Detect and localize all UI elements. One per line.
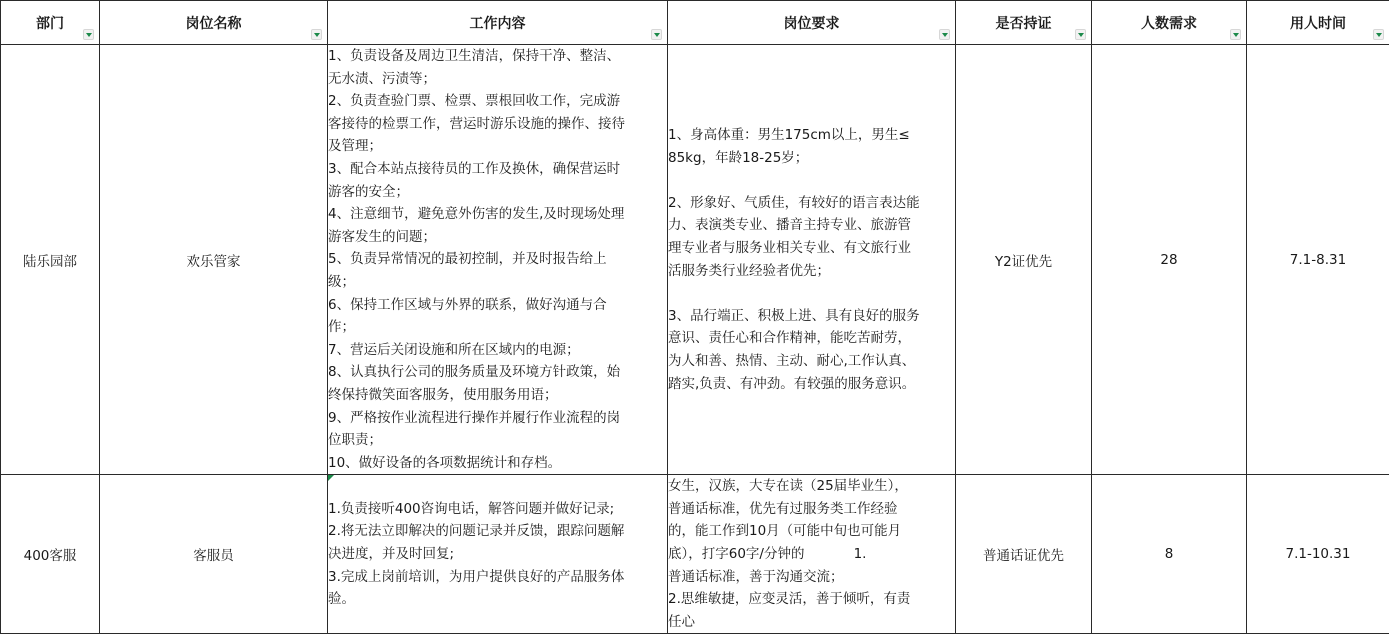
requirement-spacer — [668, 282, 955, 305]
requirements-cell[interactable] — [668, 45, 956, 475]
header-position — [100, 1, 328, 45]
header-headcount — [1092, 1, 1247, 45]
table-row — [1, 475, 1389, 634]
comment-marker-icon — [328, 475, 334, 481]
requirement-line: 理专业者与服务业相关专业、有文旅行业 — [668, 237, 955, 260]
requirement-line: 2、形象好、气质佳，有较好的语言表达能 — [668, 192, 955, 215]
period-cell[interactable]: 7.1-10.31 — [1247, 475, 1389, 634]
content-line: 级； — [328, 271, 667, 294]
content-line: 10、做好设备的各项数据统计和存档。 — [328, 452, 667, 475]
headcount-cell[interactable]: 8 — [1092, 475, 1247, 634]
header-row — [1, 1, 1389, 45]
requirement-line: 为人和善、热情、主动、耐心,工作认真、 — [668, 350, 955, 373]
position-cell[interactable]: 欢乐管家 — [100, 45, 328, 475]
content-line: 6、保持工作区域与外界的联系，做好沟通与合 — [328, 294, 667, 317]
header-label: 是否持证 — [996, 13, 1052, 33]
header-certificate — [956, 1, 1092, 45]
filter-dropdown-icon[interactable] — [1230, 29, 1241, 40]
content-line: 4、注意细节，避免意外伤害的发生,及时现场处理 — [328, 203, 667, 226]
content-line: 5、负责异常情况的最初控制，并及时报告给上 — [328, 248, 667, 271]
position-cell[interactable]: 客服员 — [100, 475, 328, 634]
period-cell[interactable]: 7.1-8.31 — [1247, 45, 1389, 475]
header-requirements — [668, 1, 956, 45]
department-cell[interactable]: 陆乐园部 — [1, 45, 100, 475]
content-line: 游客发生的问题； — [328, 226, 667, 249]
filter-dropdown-icon[interactable] — [1075, 29, 1086, 40]
requirement-line: 踏实,负责、有冲劲。有较强的服务意识。 — [668, 373, 955, 396]
requirement-line: 意识、责任心和合作精神，能吃苦耐劳， — [668, 327, 955, 350]
filter-dropdown-icon[interactable] — [651, 29, 662, 40]
content-line: 2.将无法立即解决的问题记录并反馈，跟踪问题解 — [328, 520, 667, 543]
header-department — [1, 1, 100, 45]
requirement-line: 普通话标准，优先有过服务类工作经验 — [668, 498, 955, 521]
headcount-cell[interactable]: 28 — [1092, 45, 1247, 475]
requirement-line: 3、品行端正、积极上进、具有良好的服务 — [668, 305, 955, 328]
content-line: 3、配合本站点接待员的工作及换休，确保营运时 — [328, 158, 667, 181]
filter-dropdown-icon[interactable] — [1373, 29, 1384, 40]
content-line: 7、营运后关闭设施和所在区域内的电源； — [328, 339, 667, 362]
content-cell[interactable] — [328, 45, 668, 475]
header-label: 部门 — [36, 13, 64, 33]
filter-dropdown-icon[interactable] — [939, 29, 950, 40]
content-line: 位职责； — [328, 429, 667, 452]
content-line: 客接待的检票工作，营运时游乐设施的操作、接待 — [328, 113, 667, 136]
requirement-line: 活服务类行业经验者优先； — [668, 260, 955, 283]
content-line: 1、负责设备及周边卫生清洁，保持干净、整洁、 — [328, 45, 667, 68]
requirement-spacer — [668, 169, 955, 192]
requirements-cell[interactable] — [668, 475, 956, 634]
content-line: 决进度，并及时回复; — [328, 543, 667, 566]
content-line: 3.完成上岗前培训，为用户提供良好的产品服务体 — [328, 566, 667, 589]
header-label: 工作内容 — [470, 13, 526, 33]
content-line: 无水渍、污渍等； — [328, 68, 667, 91]
content-line: 及管理； — [328, 135, 667, 158]
content-line: 验。 — [328, 588, 667, 611]
content-line: 9、严格按作业流程进行操作并履行作业流程的岗 — [328, 407, 667, 430]
content-line: 终保持微笑面客服务，使用服务用语； — [328, 384, 667, 407]
certificate-cell[interactable]: Y2证优先 — [956, 45, 1092, 475]
header-content — [328, 1, 668, 45]
requirement-line: 底），打字60字/分钟的 — [668, 546, 804, 562]
content-line: 作； — [328, 316, 667, 339]
requirement-line: 2.思维敏捷，应变灵活，善于倾听，有责 — [668, 588, 955, 611]
requirement-line: 普通话标准，善于沟通交流； — [668, 566, 955, 589]
certificate-cell[interactable]: 普通话证优先 — [956, 475, 1092, 634]
header-label: 用人时间 — [1290, 13, 1346, 33]
requirement-line: 1、身高体重：男生175cm以上，男生≤ — [668, 124, 955, 147]
content-line: 游客的安全； — [328, 181, 667, 204]
content-line: 1.负责接听400咨询电话，解答问题并做好记录; — [328, 498, 667, 521]
content-cell[interactable] — [328, 475, 668, 634]
requirement-line: 的，能工作到10月（可能中旬也可能月 — [668, 520, 955, 543]
requirement-line: 力、表演类专业、播音主持专业、旅游管 — [668, 214, 955, 237]
requirement-tail: 1. — [804, 543, 866, 566]
header-period — [1247, 1, 1389, 45]
table-row — [1, 45, 1389, 475]
content-line: 2、负责查验门票、检票、票根回收工作，完成游 — [328, 90, 667, 113]
header-label: 岗位要求 — [784, 13, 840, 33]
requirement-line: 85kg，年龄18-25岁； — [668, 147, 955, 170]
requirement-line-with-tail — [668, 543, 955, 566]
header-label: 人数需求 — [1141, 13, 1197, 33]
content-line: 8、认真执行公司的服务质量及环境方针政策，始 — [328, 361, 667, 384]
header-label: 岗位名称 — [186, 13, 242, 33]
filter-dropdown-icon[interactable] — [311, 29, 322, 40]
filter-dropdown-icon[interactable] — [83, 29, 94, 40]
department-cell[interactable]: 400客服 — [1, 475, 100, 634]
requirement-line: 任心 — [668, 611, 955, 634]
requirement-line: 女生，汉族，大专在读（25届毕业生）， — [668, 475, 955, 498]
